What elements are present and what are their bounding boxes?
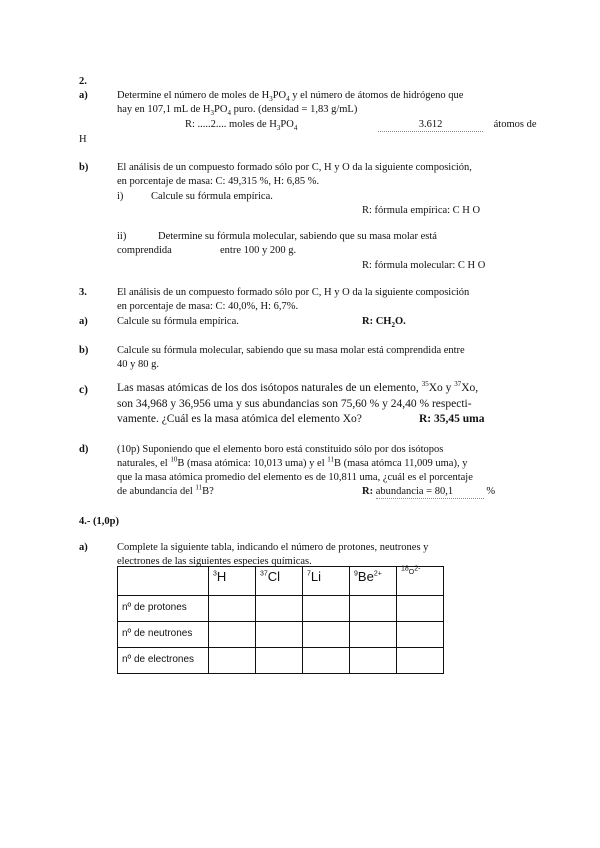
table-cell[interactable]: [209, 596, 256, 622]
q3a-answer: R: $CH_2O$.: [362, 316, 406, 330]
table-cell[interactable]: [209, 648, 256, 674]
q3d-line2: naturales, el $^{10}$B (masa atómica: 10,013 uma) y el $^{11}$B (masa atómca 11,009 uma), y: [117, 455, 468, 469]
row-label-electrons: nº de electrones: [118, 648, 209, 674]
q3c-label: c): [79, 384, 88, 396]
q2b-ii-label: ii): [117, 231, 127, 242]
table-row-neutrons: [118, 622, 444, 648]
table-header-h3: $^3$H: [209, 567, 256, 596]
q3d-label: d): [79, 444, 89, 455]
table-cell[interactable]: [350, 596, 397, 622]
table-header-be9: $^9Be^{2+}$: [350, 567, 397, 596]
q3c-line1: Las masas atómicas de los dos isótopos naturales de un elemento, $^{35}$Xo y $^{37}$Xo,: [117, 380, 479, 394]
q2b-ii-answer: R: fórmula molecular: C H O: [362, 260, 486, 271]
q3b-label: b): [79, 345, 89, 356]
q3c-answer: R: 35,45 uma: [419, 413, 485, 425]
q4-number: 4.- (1,0p): [79, 516, 119, 527]
q4a-line2: electrones de las siguientes especies químicas.: [117, 556, 312, 567]
q2b-ii-text: Determine su fórmula molecular, sabiendo que su masa molar está: [158, 231, 437, 242]
q2-number: 2.: [79, 76, 87, 87]
q3a-text: Calcule su fórmula empírica.: [117, 316, 239, 327]
q3d-answer: R: abundancia = 80,1 %: [362, 485, 495, 499]
table-header-cl37: $^{37}$Cl: [256, 567, 303, 596]
table-cell[interactable]: [350, 648, 397, 674]
q3d-line4: de abundancia del $^{11}$B?: [117, 483, 214, 497]
q3a-label: a): [79, 316, 88, 327]
q2b-label: b): [79, 162, 89, 173]
q3b-line2: 40 y 80 g.: [117, 359, 159, 370]
q2b-i-text: Calcule su fórmula empírica.: [151, 191, 273, 202]
q2b-line2: en porcentaje de masa: C: 49,315 %, H: 6,85 %.: [117, 176, 320, 187]
q3d-line3: que la masa atómica promedio del elemento es de 10,811 uma, ¿cuál es el porcentaje: [117, 472, 473, 483]
table-cell[interactable]: [397, 596, 444, 622]
table-cell[interactable]: [303, 596, 350, 622]
q2a-label: a): [79, 90, 88, 101]
row-label-neutrons: nº de neutrones: [118, 622, 209, 648]
table-row-electrons: [118, 648, 444, 674]
table-header-row: [118, 567, 444, 596]
table-cell[interactable]: [303, 622, 350, 648]
table-cell[interactable]: [256, 596, 303, 622]
table-header-o18: $^{18}O^{2-}$: [397, 567, 444, 596]
q3c-line2: son 34,968 y 36,956 uma y sus abundancias son 75,60 % y 24,40 % respecti-: [117, 398, 472, 410]
table-cell[interactable]: [256, 622, 303, 648]
row-label-protons: nº de protones: [118, 596, 209, 622]
table-cell[interactable]: [303, 648, 350, 674]
q2b-ii-text2b: entre 100 y 200 g.: [220, 245, 297, 256]
table-row-protons: [118, 596, 444, 622]
q3b-line1: Calcule su fórmula molecular, sabiendo que su masa molar está comprendida entre: [117, 345, 465, 356]
q2a-answer-moles: R: .....2.... moles de $H_3PO_4$: [185, 119, 298, 133]
table-cell[interactable]: [397, 648, 444, 674]
table-cell[interactable]: [397, 622, 444, 648]
q2a-line1: Determine el número de moles de $H_3PO_4$ y el número de átomos de hidrógeno que: [117, 90, 464, 104]
q3-intro2: en porcentaje de masa: C: 40,0%, H: 6,7%.: [117, 301, 299, 312]
table-corner-cell: [118, 567, 209, 596]
q2b-line1: El análisis de un compuesto formado sólo por C, H y O da la siguiente composición,: [117, 162, 472, 173]
q4a-label: a): [79, 542, 88, 553]
q3c-line3: vamente. ¿Cuál es la masa atómica del elemento Xo?: [117, 413, 362, 425]
q3d-line1: (10p) Suponiendo que el elemento boro está constituido sólo por dos isótopos: [117, 444, 444, 455]
q3-intro1: El análisis de un compuesto formado sólo por C, H y O da la siguiente composición: [117, 287, 470, 298]
species-table: [117, 566, 444, 674]
q2a-answer-atoms: 3.612 átomos de: [378, 118, 537, 132]
q4a-line1: Complete la siguiente tabla, indicando el número de protones, neutrones y: [117, 542, 429, 553]
q2b-i-answer: R: fórmula empírica: C H O: [362, 205, 481, 216]
q2a-line2: hay en 107,1 mL de $H_3PO_4$ puro. (densidad = 1,83 g/mL): [117, 104, 358, 118]
q2b-ii-text2a: comprendida: [117, 245, 172, 256]
q3-number: 3.: [79, 287, 87, 298]
q2a-answer-tail: H: [79, 134, 87, 145]
table-cell[interactable]: [209, 622, 256, 648]
q2b-i-label: i): [117, 191, 124, 202]
table-cell[interactable]: [350, 622, 397, 648]
table-cell[interactable]: [256, 648, 303, 674]
table-header-li7: $^7$Li: [303, 567, 350, 596]
